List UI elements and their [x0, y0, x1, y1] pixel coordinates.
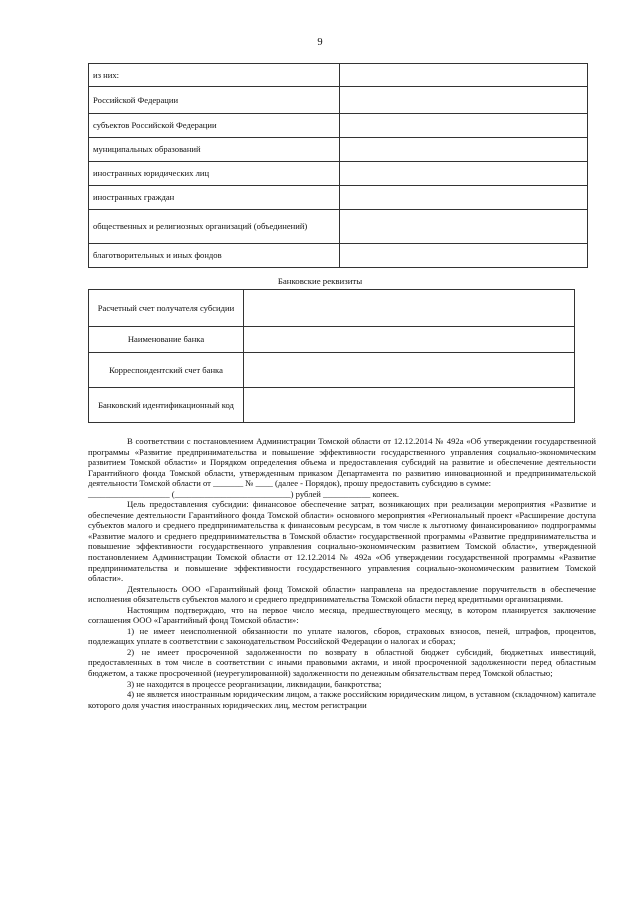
- paragraph-confirmation: Настоящим подтверждаю, что на первое число месяца, предшествующего месяцу, в котором планируется заключение соглашения ООО «Гарантийный фонд Томской области»:: [88, 604, 596, 626]
- table-cell-label: из них:: [89, 64, 340, 87]
- table-cell-label: муниципальных образований: [89, 138, 340, 162]
- table-cell-label: Банковский идентификационный код: [89, 388, 244, 423]
- body-text: [88, 436, 596, 710]
- table-row: [89, 290, 575, 327]
- shareholders-table: [88, 63, 588, 268]
- table-cell-label: Корреспондентский счет банка: [89, 353, 244, 388]
- table-row: [89, 353, 575, 388]
- list-item: 2) не имеет просроченной задолженности по возврату в областной бюджет субсидий, бюджетных инвестиций, предоставленных в том числе в соответствии с иными правовыми актами, и иной просроченной задолженности перед областным бюджетом, а также просроченной (неурегулированной) задолженности по денежным обязательствам перед Томской областью;: [88, 646, 596, 679]
- bank-details-table: [88, 289, 575, 423]
- table-row: [89, 114, 588, 138]
- table-cell-value: [340, 64, 588, 87]
- table-cell-label: субъектов Российской Федерации: [89, 114, 340, 138]
- table-cell-label: Российской Федерации: [89, 87, 340, 114]
- list-item: 4) не является иностранным юридическим лицом, а также российским юридическим лицом, в уставном (складочном) капитале которого доля участия иностранных юридических лиц, местом регистрации: [88, 689, 596, 710]
- table-cell-value: [340, 114, 588, 138]
- paragraph-purpose: Цель предоставления субсидии: финансовое обеспечение затрат, возникающих при реализации мероприятия «Развитие и обеспечение деятельности Гарантийного фонда Томской области» основного мероприятия «Региональный проект «Расширение доступа субъектов малого и среднего предпринимательства к финансовым ресурсам, в том числе к льготному финансированию» подпрограммы «Развитие малого и среднего предпринимательства в Томской области» государственной программы «Развитие предпринимательства и повышение эффективности государственного управления социально-экономическим развитием Томской области», утвержденной постановлением Администрации Томской области от 12.12.2014 № 492а «Об утверждении государственной программы «Развитие предпринимательства и повышение эффективности государственного управления социально-экономическим развитием Томской области».: [88, 499, 596, 584]
- page-number: 9: [317, 37, 323, 48]
- table-row: [89, 244, 588, 268]
- table-cell-label: Расчетный счет получателя субсидии: [89, 290, 244, 327]
- table-cell-label: благотворительных и иных фондов: [89, 244, 340, 268]
- paragraph-amount: ___________________ (___________________________) рублей ___________ копеек.: [88, 488, 400, 499]
- table-row: [89, 138, 588, 162]
- table-cell-value: [244, 388, 575, 423]
- table-row: [89, 388, 575, 423]
- table-cell-value: [340, 186, 588, 210]
- table-row: [89, 327, 575, 353]
- table-row: [89, 64, 588, 87]
- table-cell-value: [340, 138, 588, 162]
- table-row: [89, 162, 588, 186]
- paragraph-request: В соответствии с постановлением Администрации Томской области от 12.12.2014 № 492а «Об утверждении государственной программы «Развитие предпринимательства и повышение эффективности государственного управления социально-экономическим развитием Томской области» и Порядком определения объема и предоставления субсидий на развитие и обеспечение деятельности Гарантийного фонда Томской области, утвержденным приказом Департамента по развитию инновационной и предпринимательской деятельности Томской области от _______ № ____ (далее - Порядок), прошу предоставить субсидию в сумме:: [88, 436, 596, 489]
- table-cell-label: общественных и религиозных организаций (объединений): [89, 210, 340, 244]
- list-item: 1) не имеет неисполненной обязанности по уплате налогов, сборов, страховых взносов, пеней, штрафов, процентов, подлежащих уплате в соответствии с законодательством Российской Федерации о налогах и сборах;: [88, 625, 596, 647]
- table-cell-value: [340, 87, 588, 114]
- table-cell-value: [340, 244, 588, 268]
- table-cell-value: [340, 162, 588, 186]
- list-item: 3) не находится в процессе реорганизации, ликвидации, банкротства;: [127, 678, 382, 689]
- table-cell-label: Наименование банка: [89, 327, 244, 353]
- table-row: [89, 210, 588, 244]
- table-cell-value: [244, 290, 575, 327]
- table-cell-value: [244, 327, 575, 353]
- table-row: [89, 186, 588, 210]
- table-cell-value: [340, 210, 588, 244]
- paragraph-activity: Деятельность ООО «Гарантийный фонд Томской области» направлена на предоставление поручительств в обеспечение исполнения обязательств субъектов малого и среднего предпринимательства Томской области перед кредитными организациями.: [88, 583, 596, 605]
- table-row: [89, 87, 588, 114]
- table-cell-value: [244, 353, 575, 388]
- table-cell-label: иностранных граждан: [89, 186, 340, 210]
- table-cell-label: иностранных юридических лиц: [89, 162, 340, 186]
- bank-details-title: Банковские реквизиты: [277, 276, 363, 286]
